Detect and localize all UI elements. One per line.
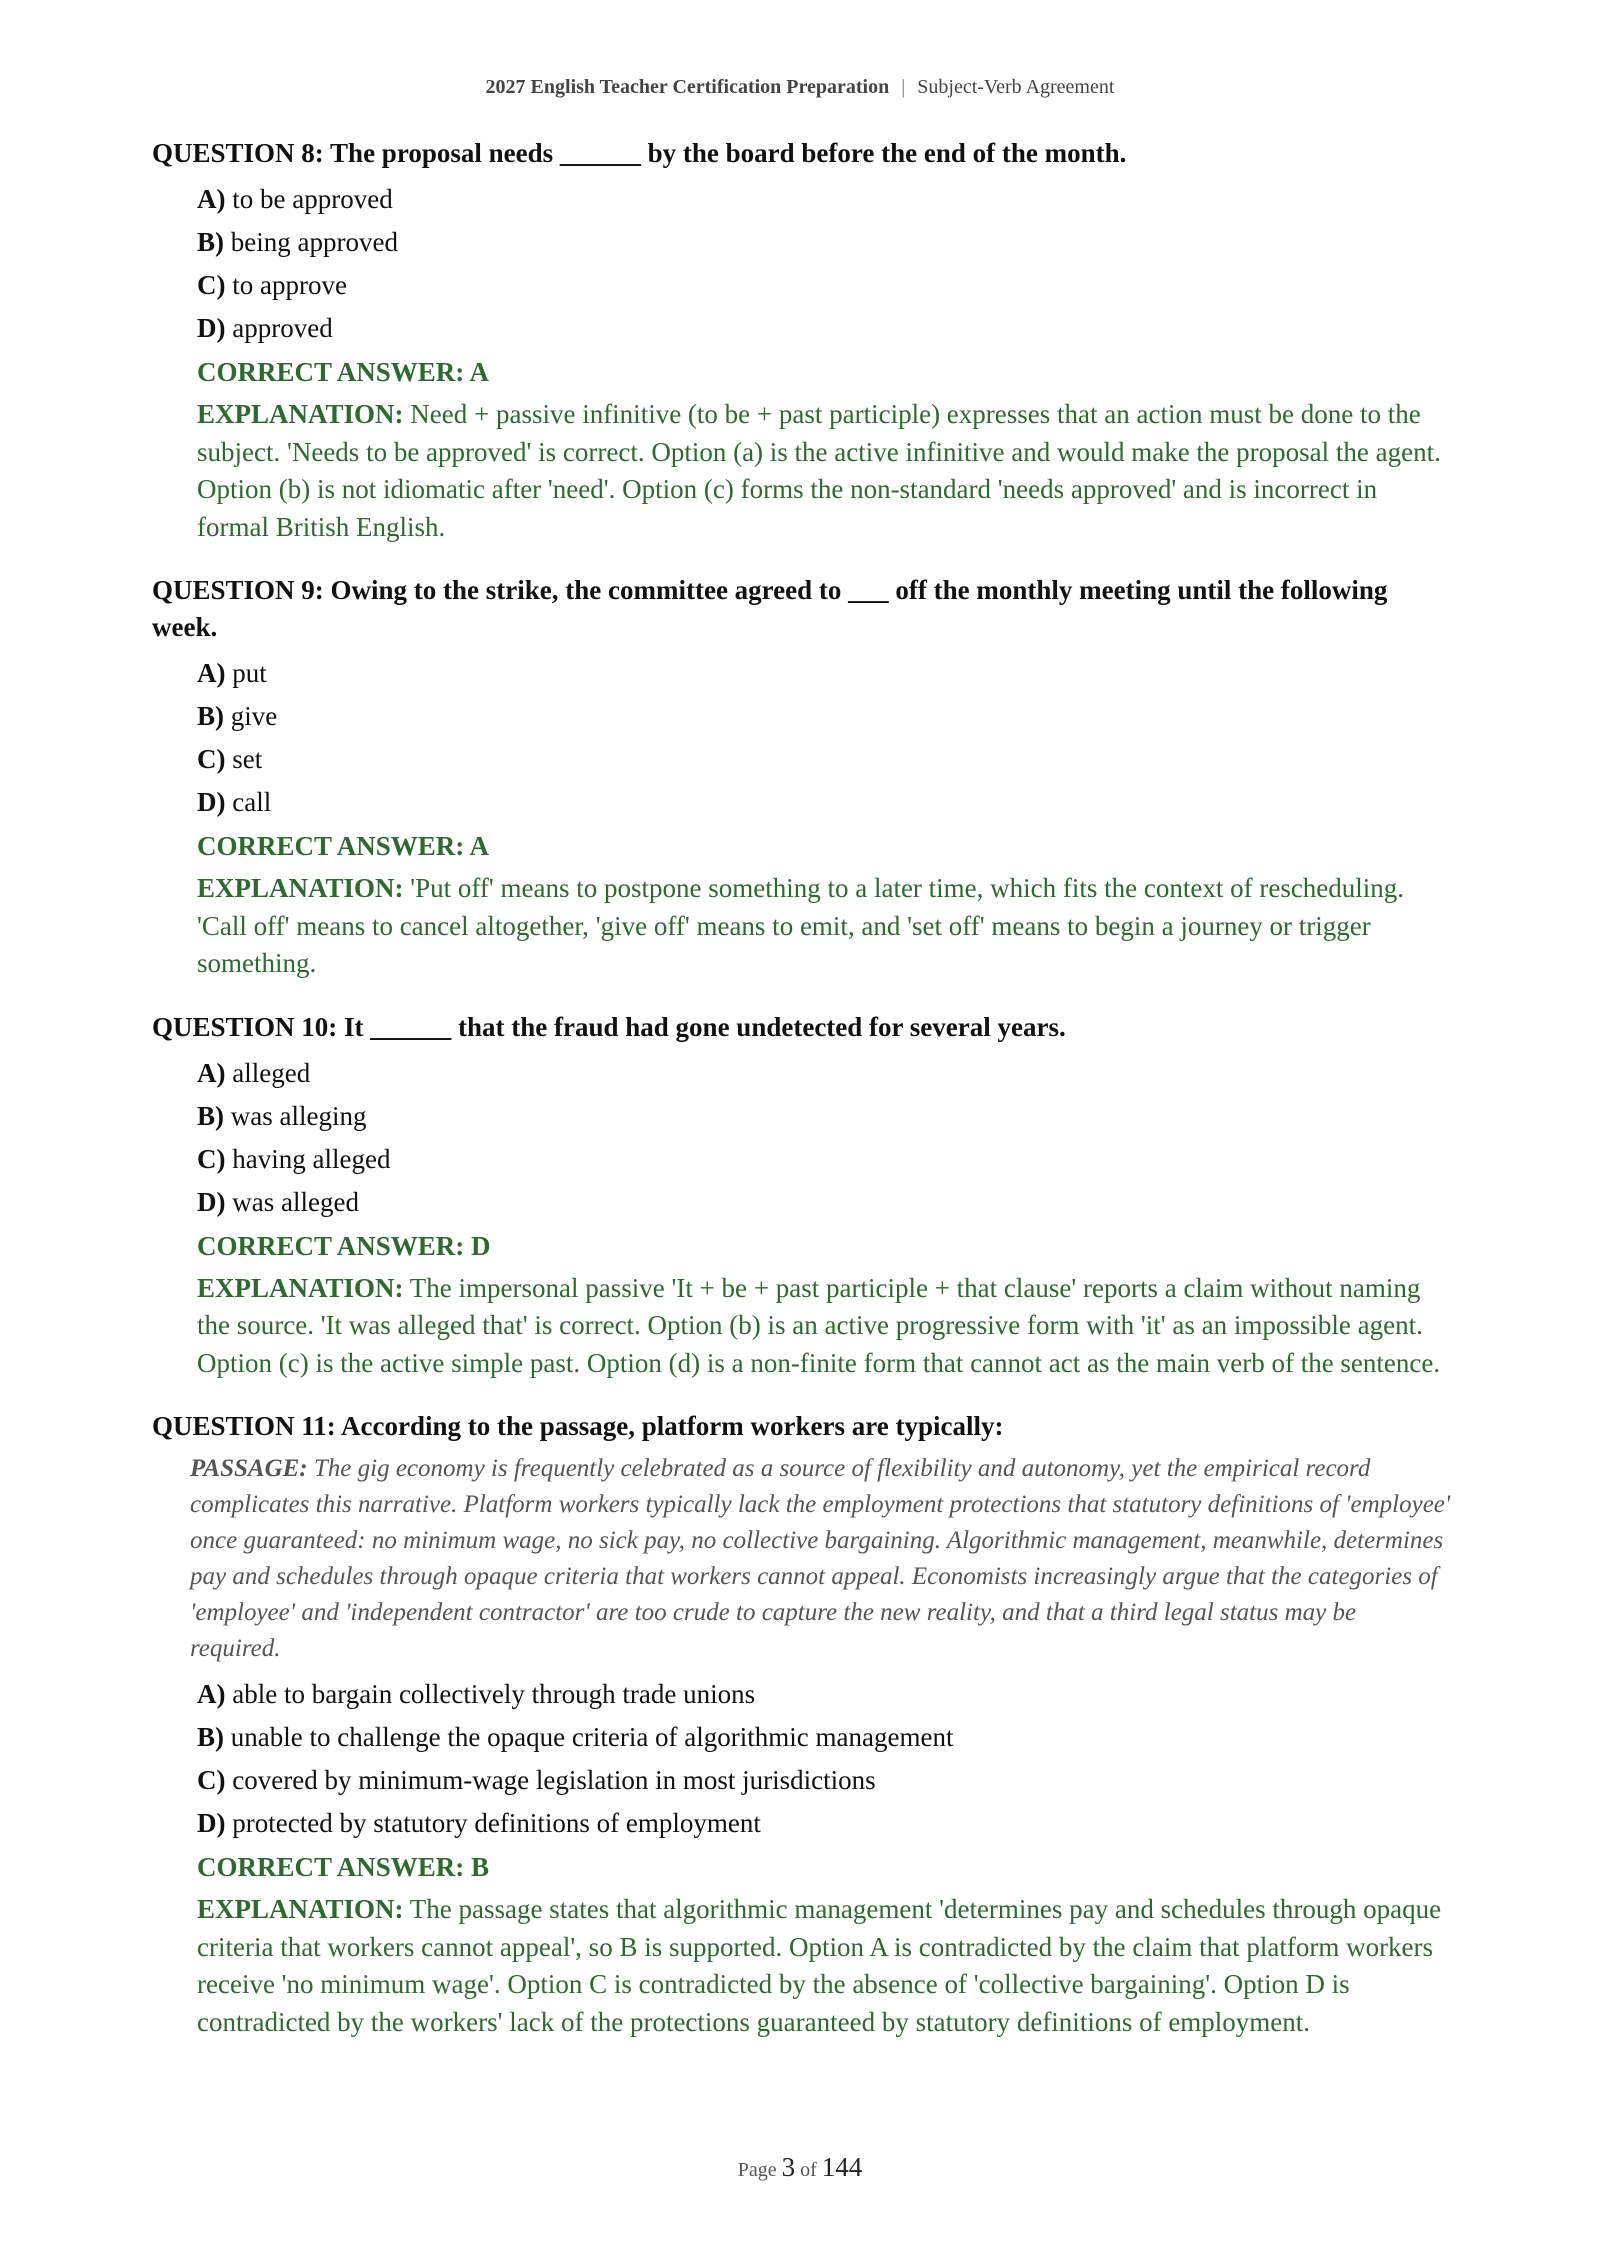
option-letter: D) xyxy=(197,1808,226,1838)
correct-answer: CORRECT ANSWER: A xyxy=(197,357,490,387)
option-letter: B) xyxy=(197,1722,224,1752)
option-letter: A) xyxy=(197,1057,226,1088)
explanation xyxy=(197,396,1452,546)
passage-text: The gig economy is frequently celebrated as a source of flexibility and autonomy, yet the empirical record complicates this narrative. Platform workers typically lack the employment protections that statutory definitions of 'employee' once guaranteed: no minimum wage, no sick pay, no collective bargaining. Algorithmic management, meanwhile, determines pay and schedules through opaque criteria that workers cannot appeal. Economists increasingly argue that the categories of 'employee' and 'independent contractor' are too crude to capture the new reality, and that a third legal status may be required. xyxy=(190,1455,1451,1662)
question-list xyxy=(152,135,1452,2067)
option-c xyxy=(197,264,1452,307)
correct-answer: CORRECT ANSWER: A xyxy=(197,831,490,861)
option-text: having alleged xyxy=(232,1143,391,1174)
option-letter: C) xyxy=(197,1765,226,1795)
explanation-text: 'Put off' means to postpone something to a later time, which fits the context of rescheduling. 'Call off' means to cancel altogether, 'give off' means to emit, and 'set off' means to begin a journey or trigger something. xyxy=(197,873,1405,978)
explanation-text: The passage states that algorithmic management 'determines pay and schedules through opaque criteria that workers cannot appeal', so B is supported. Option A is contradicted by the claim that platform workers receive 'no minimum wage'. Option C is contradicted by the absence of 'collective bargaining'. Option D is contradicted by the workers' lack of the protections guaranteed by statutory definitions of employment. xyxy=(197,1894,1442,2037)
explanation xyxy=(197,1270,1452,1383)
option-b xyxy=(197,1095,1452,1138)
correct-answer: CORRECT ANSWER: B xyxy=(197,1852,490,1882)
option-text: to be approved xyxy=(232,184,393,214)
option-text: protected by statutory definitions of employment xyxy=(232,1808,761,1838)
option-a xyxy=(197,1673,1452,1716)
of-word: of xyxy=(800,2159,817,2181)
option-text: put xyxy=(232,658,267,688)
option-d xyxy=(197,781,1452,824)
explanation-label: EXPLANATION: xyxy=(197,399,404,429)
page-number: 3 xyxy=(781,2152,796,2182)
option-text: was alleging xyxy=(230,1100,367,1131)
answer-options xyxy=(197,1052,1452,1224)
question-9 xyxy=(152,572,1452,983)
option-text: unable to challenge the opaque criteria of algorithmic management xyxy=(230,1722,954,1752)
explanation xyxy=(197,870,1452,983)
answer-options xyxy=(197,178,1452,350)
option-letter: B) xyxy=(197,1100,224,1131)
option-d xyxy=(197,307,1452,350)
page-header xyxy=(0,76,1600,99)
correct-answer: CORRECT ANSWER: D xyxy=(197,1230,491,1261)
option-letter: C) xyxy=(197,1143,226,1174)
option-b xyxy=(197,695,1452,738)
explanation-text: The impersonal passive 'It + be + past participle + that clause' reports a claim without naming the source. 'It was alleged that' is correct. Option (b) is an active progressive form with 'it' as an impossible agent. Option (c) is the active simple past. Option (d) is a non-finite form that cannot act as the main verb of the sentence. xyxy=(197,1272,1441,1378)
option-text: was alleged xyxy=(232,1186,359,1217)
answer-options xyxy=(197,652,1452,824)
option-c xyxy=(197,1759,1452,1802)
question-stem: QUESTION 11: According to the passage, platform workers are typically: xyxy=(152,1411,1004,1441)
explanation-label: EXPLANATION: xyxy=(197,1894,404,1924)
option-letter: B) xyxy=(197,701,224,731)
option-a xyxy=(197,178,1452,221)
option-c xyxy=(197,1138,1452,1181)
option-letter: D) xyxy=(197,1186,226,1217)
option-b xyxy=(197,221,1452,264)
explanation xyxy=(197,1891,1452,2041)
option-letter: C) xyxy=(197,744,226,774)
option-letter: A) xyxy=(197,658,226,688)
option-letter: D) xyxy=(197,787,226,817)
explanation-label: EXPLANATION: xyxy=(197,873,404,903)
header-subtitle: Subject-Verb Agreement xyxy=(917,76,1115,98)
explanation-label: EXPLANATION: xyxy=(197,1272,404,1303)
explanation-text: Need + passive infinitive (to be + past participle) expresses that an action must be done to the subject. 'Needs to be approved' is correct. Option (a) is the active infinitive and would make the proposal the agent. Option (b) is not idiomatic after 'need'. Option (c) forms the non-standard 'needs approved' and is incorrect in formal British English. xyxy=(197,399,1441,542)
option-letter: A) xyxy=(197,1679,226,1709)
option-text: set xyxy=(232,744,263,774)
option-text: being approved xyxy=(230,227,398,257)
option-text: call xyxy=(232,787,272,817)
option-text: able to bargain collectively through trade unions xyxy=(232,1679,756,1709)
option-text: approved xyxy=(232,313,333,343)
option-b xyxy=(197,1716,1452,1759)
option-d xyxy=(197,1181,1452,1224)
header-title: 2027 English Teacher Certification Preparation xyxy=(485,76,890,98)
page-footer xyxy=(0,2152,1600,2183)
passage-label: PASSAGE: xyxy=(190,1455,308,1482)
page-word: Page xyxy=(737,2159,777,2181)
option-letter: C) xyxy=(197,270,226,300)
question-11 xyxy=(152,1408,1452,2041)
total-pages: 144 xyxy=(821,2152,863,2182)
option-text: to approve xyxy=(232,270,347,300)
option-letter: D) xyxy=(197,313,226,343)
reading-passage xyxy=(190,1451,1452,1667)
question-stem: QUESTION 8: The proposal needs ______ by the board before the end of the month. xyxy=(152,138,1127,168)
header-separator: | xyxy=(901,76,906,98)
option-text: alleged xyxy=(232,1057,311,1088)
answer-options xyxy=(197,1673,1452,1845)
question-stem: QUESTION 10: It ______ that the fraud had gone undetected for several years. xyxy=(152,1011,1066,1042)
option-d xyxy=(197,1802,1452,1845)
question-stem: QUESTION 9: Owing to the strike, the committee agreed to ___ off the monthly meeting until the following week. xyxy=(152,575,1388,642)
option-letter: A) xyxy=(197,184,226,214)
option-a xyxy=(197,652,1452,695)
option-text: covered by minimum-wage legislation in most jurisdictions xyxy=(232,1765,876,1795)
option-letter: B) xyxy=(197,227,224,257)
question-8 xyxy=(152,135,1452,546)
question-10 xyxy=(152,1009,1452,1383)
option-text: give xyxy=(230,701,278,731)
option-a xyxy=(197,1052,1452,1095)
option-c xyxy=(197,738,1452,781)
